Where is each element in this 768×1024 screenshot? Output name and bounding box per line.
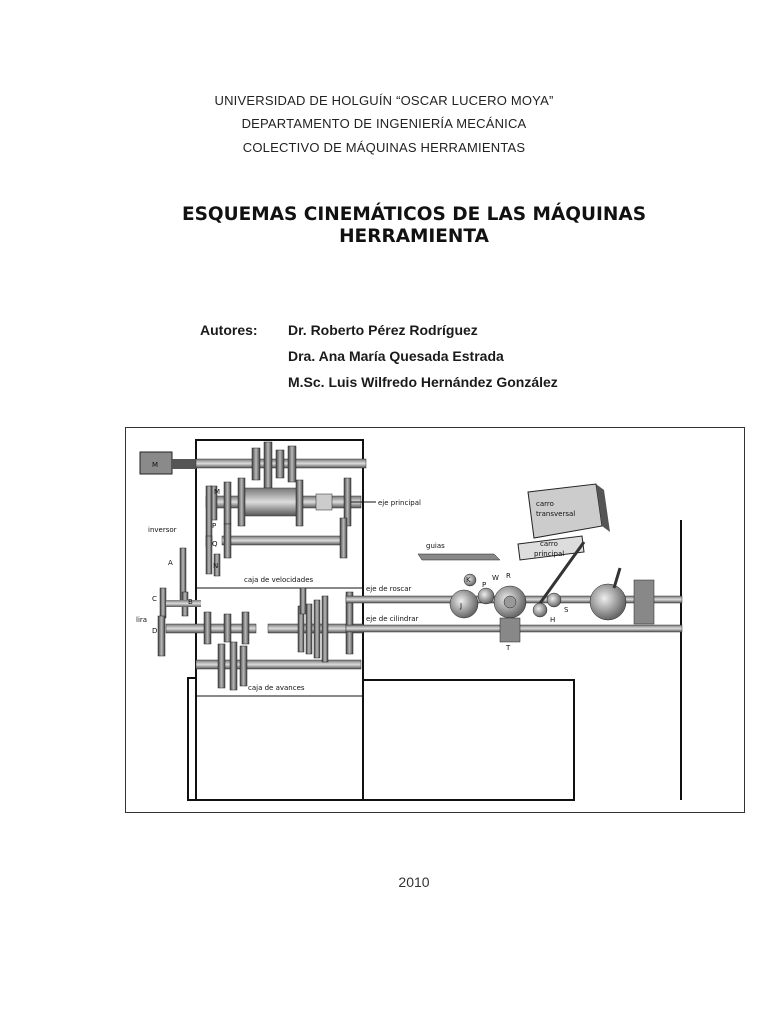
eje-roscar-label: eje de roscar xyxy=(366,585,412,593)
carro-transversal-label-2: transversal xyxy=(536,510,576,518)
author-1: Dr. Roberto Pérez Rodríguez xyxy=(288,322,478,338)
guias-label: guias xyxy=(426,542,445,550)
lathe-bed xyxy=(363,520,681,800)
caja-velocidades-label: caja de velocidades xyxy=(244,576,314,584)
authors-label: Autores: xyxy=(200,322,258,338)
feed-gears xyxy=(204,588,353,690)
label-h: H xyxy=(550,616,556,624)
lira-label: lira xyxy=(136,616,148,624)
author-2: Dra. Ana María Quesada Estrada xyxy=(288,348,504,364)
label-m: M xyxy=(214,488,221,496)
carro-transversal xyxy=(528,484,610,538)
carro-principal-label-1: carro xyxy=(540,540,558,548)
title-line-2: HERRAMIENTA xyxy=(339,226,489,247)
diagram-svg xyxy=(126,428,744,812)
label-p: P xyxy=(212,522,217,530)
inversor-label: inversor xyxy=(148,526,177,534)
label-c: C xyxy=(152,595,157,603)
collective-name: COLECTIVO DE MÁQUINAS HERRAMIENTAS xyxy=(242,140,526,155)
eje-principal-label: eje principal xyxy=(378,499,421,507)
label-d: D xyxy=(152,627,158,635)
label-k: K xyxy=(466,576,471,584)
spindle-body xyxy=(241,488,301,516)
label-q: Q xyxy=(212,540,218,548)
label-n: N xyxy=(213,562,219,570)
motor-label: M xyxy=(152,461,159,469)
author-3: M.Sc. Luis Wilfredo Hernández González xyxy=(288,374,558,390)
label-b: B xyxy=(188,598,193,606)
guides xyxy=(418,554,500,560)
motor xyxy=(140,452,196,474)
publication-year: 2010 xyxy=(398,874,430,890)
lathe-kinematic-diagram xyxy=(125,427,745,813)
carro-principal-label-2: principal xyxy=(534,550,565,558)
label-w: W xyxy=(492,574,499,582)
lira-gears xyxy=(158,588,188,656)
lira-shaft xyxy=(166,600,201,607)
label-j: J xyxy=(460,602,463,610)
label-t: T xyxy=(506,644,511,652)
document-title xyxy=(0,204,768,248)
label-p2: P xyxy=(482,581,487,589)
title-line-1: ESQUEMAS CINEMÁTICOS DE LAS MÁQUINAS xyxy=(181,204,647,225)
label-r: R xyxy=(506,572,511,580)
spindle-coupling xyxy=(316,494,332,510)
label-a: A xyxy=(168,559,173,567)
university-name: UNIVERSIDAD DE HOLGUÍN “OSCAR LUCERO MOYA” xyxy=(214,93,554,108)
label-s: S xyxy=(564,606,569,614)
caja-avances-label: caja de avances xyxy=(248,684,305,692)
eje-cilindrar-label: eje de cilindrar xyxy=(366,615,419,623)
department-name: DEPARTAMENTO DE INGENIERÍA MECÁNICA xyxy=(241,116,527,131)
intermediate-shaft xyxy=(222,536,346,545)
carro-transversal-label-1: carro xyxy=(536,500,554,508)
